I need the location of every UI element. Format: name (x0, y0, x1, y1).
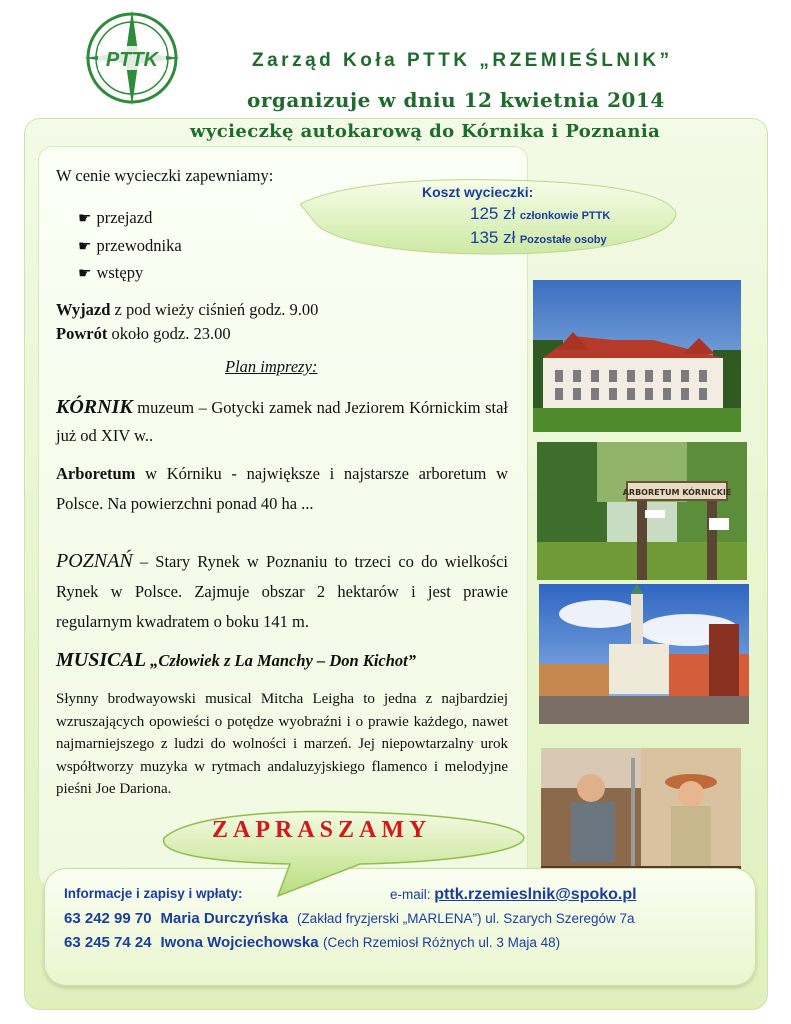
price-others: 135 zł (470, 228, 516, 247)
musical-stage-photo (541, 748, 741, 882)
price-others-label: Pozostałe osoby (519, 234, 607, 246)
pttk-compass-logo (82, 8, 182, 108)
arboretum-text: w Kórniku - największe i najstarsze arboretum w Polsce. Na powierzchni ponad 40 ha ... (56, 464, 508, 513)
departure-line: Wyjazd z pod wieży ciśnień godz. 9.00 (56, 300, 319, 319)
contact-name: Iwona Wojciechowska (160, 934, 319, 951)
poznan-section (56, 546, 508, 637)
intro-text: W cenie wycieczki zapewniamy: (56, 166, 274, 185)
contact-email-line: e-mail: pttk.rzemieslnik@spoko.pl (390, 886, 637, 903)
arboretum-sign-text: ARBORETUM KÓRNICKIE (622, 488, 732, 497)
kornik-section (56, 393, 508, 450)
contact-place: (Cech Rzemiosł Różnych ul. 3 Maja 48) (323, 935, 561, 950)
list-item: ☛ wstępy (78, 263, 144, 282)
musical-description: Słynny brodwayowski musical Mitcha Leigha to jedna z najbardziej wzruszających opowieści o potędze wyobraźni i o prawie każdego, nawet najmarniejszego z ludzi do wolności i marzeń. Jej niepowtarzalny urok współtworzy muzyka w rytmach andaluzyjskiego flamenco i melodyjne pieśni Joe Dariona. (56, 691, 508, 797)
pointing-hand-icon: ☛ (78, 266, 92, 282)
kornik-castle-photo (533, 280, 741, 432)
list-item: ☛ przejazd (78, 208, 153, 227)
contact-email-link[interactable]: pttk.rzemieslnik@spoko.pl (434, 886, 637, 903)
contact-name: Maria Durczyńska (160, 910, 289, 927)
arboretum-name: Arboretum (56, 464, 136, 483)
poznan-name: POZNAŃ (56, 550, 133, 572)
cost-row-others (470, 228, 607, 248)
cost-row-members (470, 204, 610, 224)
contact-label: Informacje i zapisy i wpłaty: (64, 886, 243, 901)
contact-phone: 63 242 99 70 (64, 910, 152, 927)
poznan-old-market-photo (539, 584, 749, 724)
musical-title: „Człowiek z La Manchy – Don Kichot” (146, 651, 417, 670)
plan-heading: Plan imprezy: (225, 357, 318, 376)
arboretum-sign-photo (537, 442, 747, 580)
price-members-label: członkowie PTTK (519, 210, 611, 222)
musical-name: MUSICAL (56, 649, 147, 671)
contact-row (64, 934, 560, 952)
contact-phone: 63 245 74 24 (64, 934, 152, 951)
list-item: ☛ przewodnika (78, 235, 182, 255)
kornik-text: muzeum – Gotycki zamek nad Jeziorem Kórnickim stał już od XIV w.. (56, 398, 508, 445)
pointing-hand-icon: ☛ (78, 238, 92, 255)
organizer-title: Zarząd Koła PTTK „RZEMIEŚLNIK” (252, 50, 673, 71)
kornik-name: KÓRNIK (56, 396, 133, 418)
included-list (78, 205, 182, 288)
schedule (56, 298, 318, 346)
arboretum-section (56, 459, 508, 519)
contact-place: (Zakład fryzjerski „MARLENA”) ul. Szarych Szeregów 7a (296, 911, 635, 926)
price-members: 125 zł (470, 204, 516, 223)
contact-row (64, 910, 635, 928)
logo-text: PTTK (105, 49, 159, 71)
pointing-hand-icon: ☛ (78, 211, 92, 227)
trip-title: wycieczkę autokarową do Kórnika i Poznania (190, 121, 661, 142)
invite-text: ZAPRASZAMY (212, 817, 432, 843)
return-line: Powrót około godz. 23.00 (56, 324, 231, 343)
musical-heading (56, 649, 416, 672)
event-date: organizuje w dniu 12 kwietnia 2014 (247, 88, 665, 112)
cost-title: Koszt wycieczki: (422, 184, 534, 200)
poznan-text: – Stary Rynek w Poznaniu to trzeci co do wielkości Rynek w Polsce. Zajmuje obszar 2 hektarów i jest prawie regularnym kwadratem o boku 141 m. (56, 552, 508, 631)
